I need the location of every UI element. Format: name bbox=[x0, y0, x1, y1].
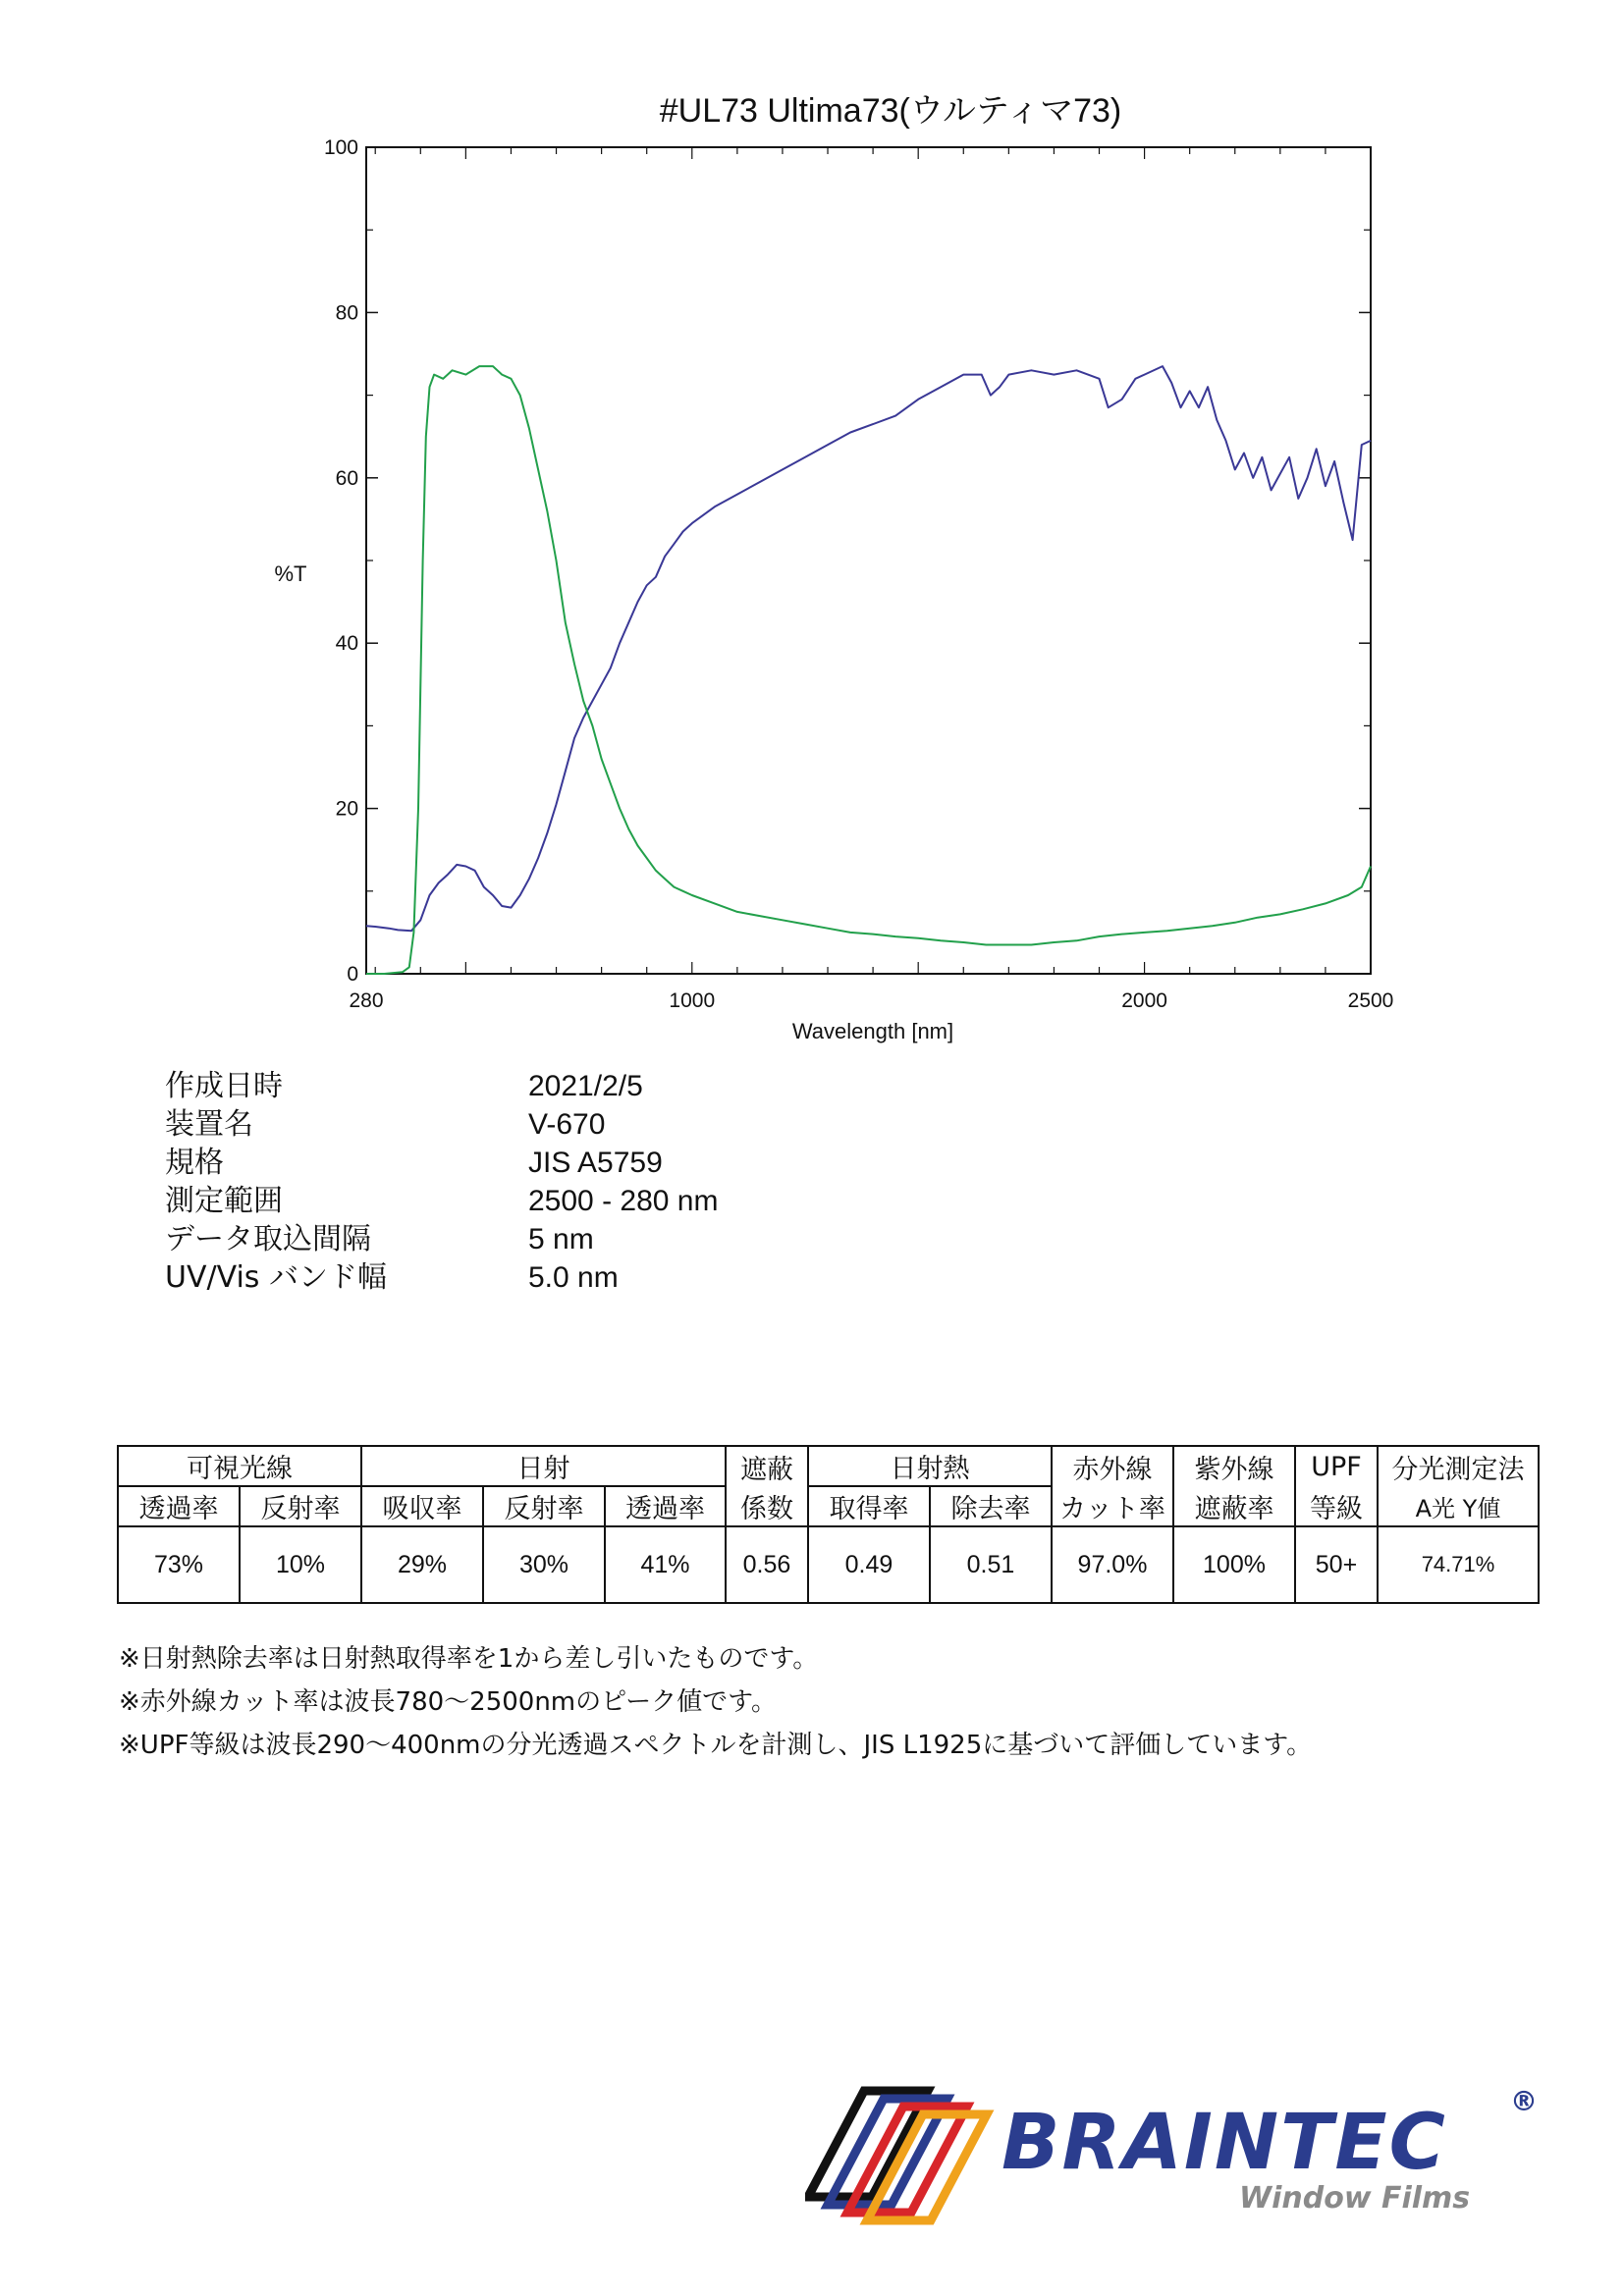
series-layer bbox=[366, 366, 1371, 974]
header-ir-bottom: カット率 bbox=[1052, 1486, 1173, 1526]
meta-value: 2021/2/5 bbox=[528, 1070, 643, 1102]
header-solar-heat: 日射熱 bbox=[808, 1446, 1052, 1486]
value-cell: 74.71% bbox=[1378, 1526, 1539, 1603]
header-uv-top: 紫外線 bbox=[1173, 1446, 1295, 1486]
y-tick-label: 0 bbox=[347, 963, 358, 986]
meta-label: 作成日時 bbox=[165, 1069, 283, 1103]
header-uv-bottom: 遮蔽率 bbox=[1173, 1486, 1295, 1526]
registered-mark: ® bbox=[1510, 2085, 1538, 2117]
value-cell: 97.0% bbox=[1052, 1526, 1173, 1603]
y-tick-label: 40 bbox=[335, 632, 358, 656]
footnote: ※日射熱除去率は日射熱取得率を1から差し引いたものです。 bbox=[119, 1644, 819, 1674]
footnote: ※UPF等級は波長290～400nmの分光透過スペクトルを計測し、JIS L1925に基づいて評価しています。 bbox=[119, 1731, 1313, 1760]
header-ir-top: 赤外線 bbox=[1052, 1446, 1173, 1486]
x-tick-label: 2000 bbox=[1121, 989, 1167, 1012]
header-solar: 日射 bbox=[361, 1446, 726, 1486]
chart-title: #UL73 Ultima73(ウルティマ73) bbox=[659, 92, 1122, 130]
meta-row bbox=[165, 1258, 718, 1297]
header-visible-light: 可視光線 bbox=[118, 1446, 361, 1486]
y-tick-label: 100 bbox=[323, 136, 358, 159]
meta-row bbox=[165, 1067, 718, 1105]
x-axis-label: Wavelength [nm] bbox=[791, 1019, 954, 1043]
value-cell: 41% bbox=[605, 1526, 726, 1603]
subheader-cell: 取得率 bbox=[808, 1486, 930, 1526]
subheader-cell: 反射率 bbox=[483, 1486, 605, 1526]
subheader-cell: 吸収率 bbox=[361, 1486, 483, 1526]
subheader-cell: 透過率 bbox=[118, 1486, 240, 1526]
meta-value: JIS A5759 bbox=[528, 1147, 663, 1179]
meta-label: データ取込間隔 bbox=[165, 1222, 371, 1256]
value-cell: 0.49 bbox=[808, 1526, 930, 1603]
header-upf-bottom: 等級 bbox=[1295, 1486, 1378, 1526]
plot-frame bbox=[366, 147, 1371, 974]
series-line-1 bbox=[366, 366, 1371, 931]
y-tick-label: 60 bbox=[335, 466, 358, 490]
value-cell: 30% bbox=[483, 1526, 605, 1603]
meta-value: 5 nm bbox=[528, 1223, 594, 1255]
value-cell: 29% bbox=[361, 1526, 483, 1603]
meta-label: UV/Vis バンド幅 bbox=[165, 1260, 387, 1295]
brand-tagline: Window Films bbox=[1239, 2181, 1471, 2216]
subheader-cell: 除去率 bbox=[930, 1486, 1052, 1526]
value-cell: 73% bbox=[118, 1526, 240, 1603]
meta-label: 規格 bbox=[165, 1146, 224, 1180]
table-values-row bbox=[118, 1526, 1539, 1603]
value-cell: 100% bbox=[1173, 1526, 1295, 1603]
x-tick-label: 1000 bbox=[669, 989, 716, 1012]
y-tick-label: 20 bbox=[335, 797, 358, 821]
header-spectro-bottom: A光 Y値 bbox=[1378, 1486, 1539, 1526]
subheader-cell: 透過率 bbox=[605, 1486, 726, 1526]
meta-label: 装置名 bbox=[165, 1107, 253, 1142]
header-shading-top: 遮蔽 bbox=[726, 1446, 808, 1486]
header-shading-bottom: 係数 bbox=[726, 1486, 808, 1526]
table-header-row bbox=[118, 1446, 1539, 1486]
subheader-cell: 反射率 bbox=[240, 1486, 361, 1526]
x-tick-label: 2500 bbox=[1347, 989, 1394, 1012]
y-tick-label: 80 bbox=[335, 301, 358, 325]
table-subheader-row bbox=[118, 1486, 1539, 1526]
meta-row bbox=[165, 1105, 718, 1144]
footnote: ※赤外線カット率は波長780～2500nmのピーク値です。 bbox=[119, 1687, 778, 1717]
performance-table bbox=[117, 1445, 1540, 1604]
meta-value: V-670 bbox=[528, 1108, 606, 1141]
value-cell: 0.51 bbox=[930, 1526, 1052, 1603]
transmittance-chart bbox=[0, 0, 1624, 1060]
footnotes bbox=[119, 1637, 1312, 1767]
y-axis-label: %T bbox=[274, 561, 307, 586]
meta-label: 測定範囲 bbox=[165, 1184, 283, 1218]
x-tick-label: 280 bbox=[349, 989, 384, 1012]
meta-value: 5.0 nm bbox=[528, 1261, 619, 1294]
axis-ticks bbox=[324, 136, 1393, 1012]
meta-row bbox=[165, 1182, 718, 1220]
value-cell: 50+ bbox=[1295, 1526, 1378, 1603]
meta-row bbox=[165, 1220, 718, 1258]
meta-value: 2500 - 280 nm bbox=[528, 1185, 719, 1217]
meta-row bbox=[165, 1144, 718, 1182]
measurement-info bbox=[165, 1067, 718, 1297]
value-cell: 0.56 bbox=[726, 1526, 808, 1603]
series-line-2 bbox=[366, 366, 1371, 974]
header-upf-top: UPF bbox=[1295, 1446, 1378, 1486]
header-spectro-top: 分光測定法 bbox=[1378, 1446, 1539, 1486]
value-cell: 10% bbox=[240, 1526, 361, 1603]
brand-name: BRAINTEC bbox=[1001, 2099, 1447, 2187]
